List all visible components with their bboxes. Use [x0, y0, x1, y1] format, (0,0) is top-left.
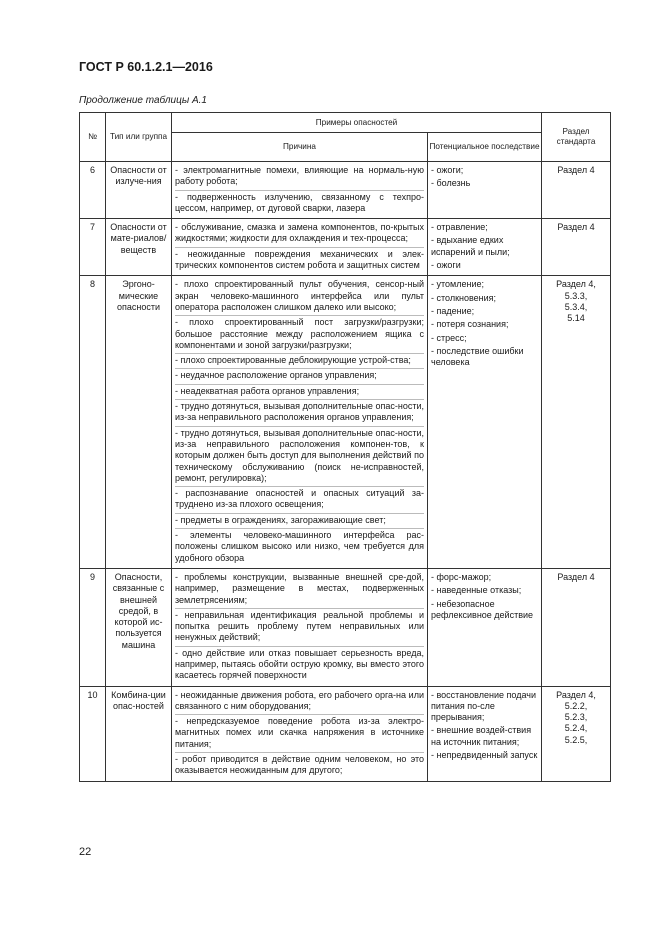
consequence-item: - столкновения; — [431, 292, 497, 303]
cause-item: - обслуживание, смазка и замена компонентов, по-крытых жидкостями; жидкости для охлаждения и тех-процесса; — [175, 221, 424, 248]
section-reference — [542, 219, 611, 276]
cause-item: - плохо спроектированные деблокирующие устрой-ства; — [175, 354, 424, 369]
consequence-item: - непредвиденный запуск — [431, 750, 538, 761]
cause-item: - плохо спроектированный пост загрузки/разгрузки; большое расстояние между расположением ящика с компонентами и зоной загрузки/разгрузки; — [175, 316, 424, 354]
consequences-cell — [428, 219, 542, 276]
table-body — [80, 162, 611, 782]
consequence-item: - потеря сознания; — [431, 319, 509, 330]
table-row — [80, 568, 611, 686]
consequences-cell — [428, 568, 542, 686]
cause-item: - проблемы конструкции, вызванные внешней сре-дой, например, размещение в местах, подверженных землетрясениям; — [175, 571, 424, 609]
consequence-item: - отравление; — [431, 222, 488, 233]
row-number: 6 — [80, 162, 106, 219]
section-ref-line: Раздел 4, — [556, 689, 596, 700]
hazard-type: Комбина-ции опас-ностей — [106, 686, 172, 781]
header-consequence: Потенциальное последствие — [428, 133, 542, 162]
hazard-type: Опасности, связанные с внешней средой, в которой ис-пользуется машина — [106, 568, 172, 686]
cause-item: - трудно дотянуться, вызывая дополнительные опас-ности, из-за неправильного расположения компонен-тов, к которым должен быть доступ для выполнения действий по техническому обслуживанию (поиск не-исправностей, ремонт, регулировка); — [175, 427, 424, 487]
hazard-type: Опасности от излуче-ния — [106, 162, 172, 219]
consequence-item: - падение; — [431, 305, 475, 316]
document-code: ГОСТ Р 60.1.2.1—2016 — [79, 60, 213, 74]
cause-item: - предметы в ограждениях, загораживающие свет; — [175, 514, 424, 529]
cause-item: - неадекватная работа органов управления; — [175, 385, 424, 400]
cause-item: - одно действие или отказ повышает серьезность вреда, например, пытаясь обойти острую кромку, вы вместо этого касаетесь горячей поверхности — [175, 647, 424, 681]
causes-cell — [172, 686, 428, 781]
section-reference — [542, 686, 611, 781]
causes-cell — [172, 276, 428, 569]
section-ref-line: 5.2.5, — [564, 734, 588, 745]
table-row — [80, 276, 611, 569]
row-number: 7 — [80, 219, 106, 276]
hazards-table — [79, 112, 611, 782]
causes-cell — [172, 568, 428, 686]
section-ref-line: Раздел 4, — [556, 279, 596, 290]
table-row — [80, 219, 611, 276]
cause-item: - распознавание опасностей и опасных ситуаций за-труднено из-за плохого освещения; — [175, 487, 424, 514]
consequence-item: - стресс; — [431, 332, 467, 343]
cause-item: - неправильная идентификация реальной проблемы и попытка решить проблему путем неправильных или ненужных действий; — [175, 609, 424, 647]
cause-item: - неудачное расположение органов управления; — [175, 369, 424, 384]
row-number: 8 — [80, 276, 106, 569]
section-reference — [542, 568, 611, 686]
table-row — [80, 686, 611, 781]
consequence-item: - ожоги — [431, 260, 461, 271]
consequence-item: - внешние воздей-ствия на источник питания; — [431, 725, 532, 747]
header-num: № — [80, 113, 106, 162]
section-ref-line: 5.3.4, — [564, 301, 588, 312]
consequence-item: - болезнь — [431, 178, 471, 189]
section-ref-line: Раздел 4 — [557, 222, 595, 233]
section-ref-line: 5.14 — [567, 313, 585, 324]
consequence-item: - утомление; — [431, 279, 484, 290]
section-ref-line: Раздел 4 — [557, 165, 595, 175]
section-reference — [542, 276, 611, 569]
consequence-item: - ожоги; — [431, 165, 464, 175]
header-cause: Причина — [172, 133, 428, 162]
section-reference — [542, 162, 611, 219]
cause-item: - плохо спроектированный пульт обучения, сенсор-ный экран человеко-машинного интерфейса или пульт оператора расположен слишком далеко или высоко; — [175, 278, 424, 316]
cause-item: - подверженность излучению, связанному с техпро-цессом, например, от дуговой сварки, лазера — [175, 191, 424, 213]
hazard-type: Опасности от мате-риалов/ веществ — [106, 219, 172, 276]
hazard-type: Эргоно-мические опасности — [106, 276, 172, 569]
cause-item: - трудно дотянуться, вызывая дополнительные опас-ности, из-за неправильного расположения органов управления; — [175, 400, 424, 427]
consequence-item: - вдыхание едких испарений и пыли; — [431, 235, 510, 257]
header-section: Раздел стандарта — [542, 113, 611, 162]
header-type: Тип или группа — [106, 113, 172, 162]
cause-item: - неожиданные движения робота, его рабочего орга-на или связанного с ним оборудования; — [175, 689, 424, 716]
section-ref-line: 5.2.3, — [564, 712, 588, 723]
section-ref-line: 5.3.3, — [564, 290, 588, 301]
section-ref-line: 5.2.4, — [564, 723, 588, 734]
consequences-cell — [428, 162, 542, 219]
consequences-cell — [428, 276, 542, 569]
row-number: 10 — [80, 686, 106, 781]
causes-cell — [172, 162, 428, 219]
consequence-item: - форс-мажор; — [431, 571, 492, 582]
row-number: 9 — [80, 568, 106, 686]
table-caption: Продолжение таблицы А.1 — [79, 95, 207, 106]
section-ref-line: Раздел 4 — [557, 571, 595, 582]
causes-cell — [172, 219, 428, 276]
cause-item: - электромагнитные помехи, влияющие на нормаль-ную работу робота; — [175, 164, 424, 191]
cause-item: - непредсказуемое поведение робота из-за электро-магнитных помех или скачка напряжения в источнике питания; — [175, 715, 424, 753]
consequence-item: - наведенные отказы; — [431, 585, 522, 596]
consequences-cell — [428, 686, 542, 781]
cause-item: - неожиданные повреждения механических и элек-трических компонентов систем робота и защитных систем — [175, 248, 424, 271]
section-ref-line: 5.2.2, — [564, 700, 588, 711]
table-row — [80, 162, 611, 219]
consequence-item: - восстановление подачи питания по-сле прерывания; — [431, 689, 536, 723]
cause-item: - элементы человеко-машинного интерфейса рас-положены слишком высоко или низко, чем требуется для удобного обзора — [175, 530, 424, 563]
consequence-item: - небезопасное рефлексивное действие — [431, 598, 534, 620]
consequence-item: - последствие ошибки человека — [431, 345, 524, 368]
cause-item: - робот приводится в действие одним человеком, но это оказывается неожиданным для другого; — [175, 754, 424, 776]
page-number: 22 — [79, 846, 92, 858]
header-examples: Примеры опасностей — [172, 113, 542, 133]
